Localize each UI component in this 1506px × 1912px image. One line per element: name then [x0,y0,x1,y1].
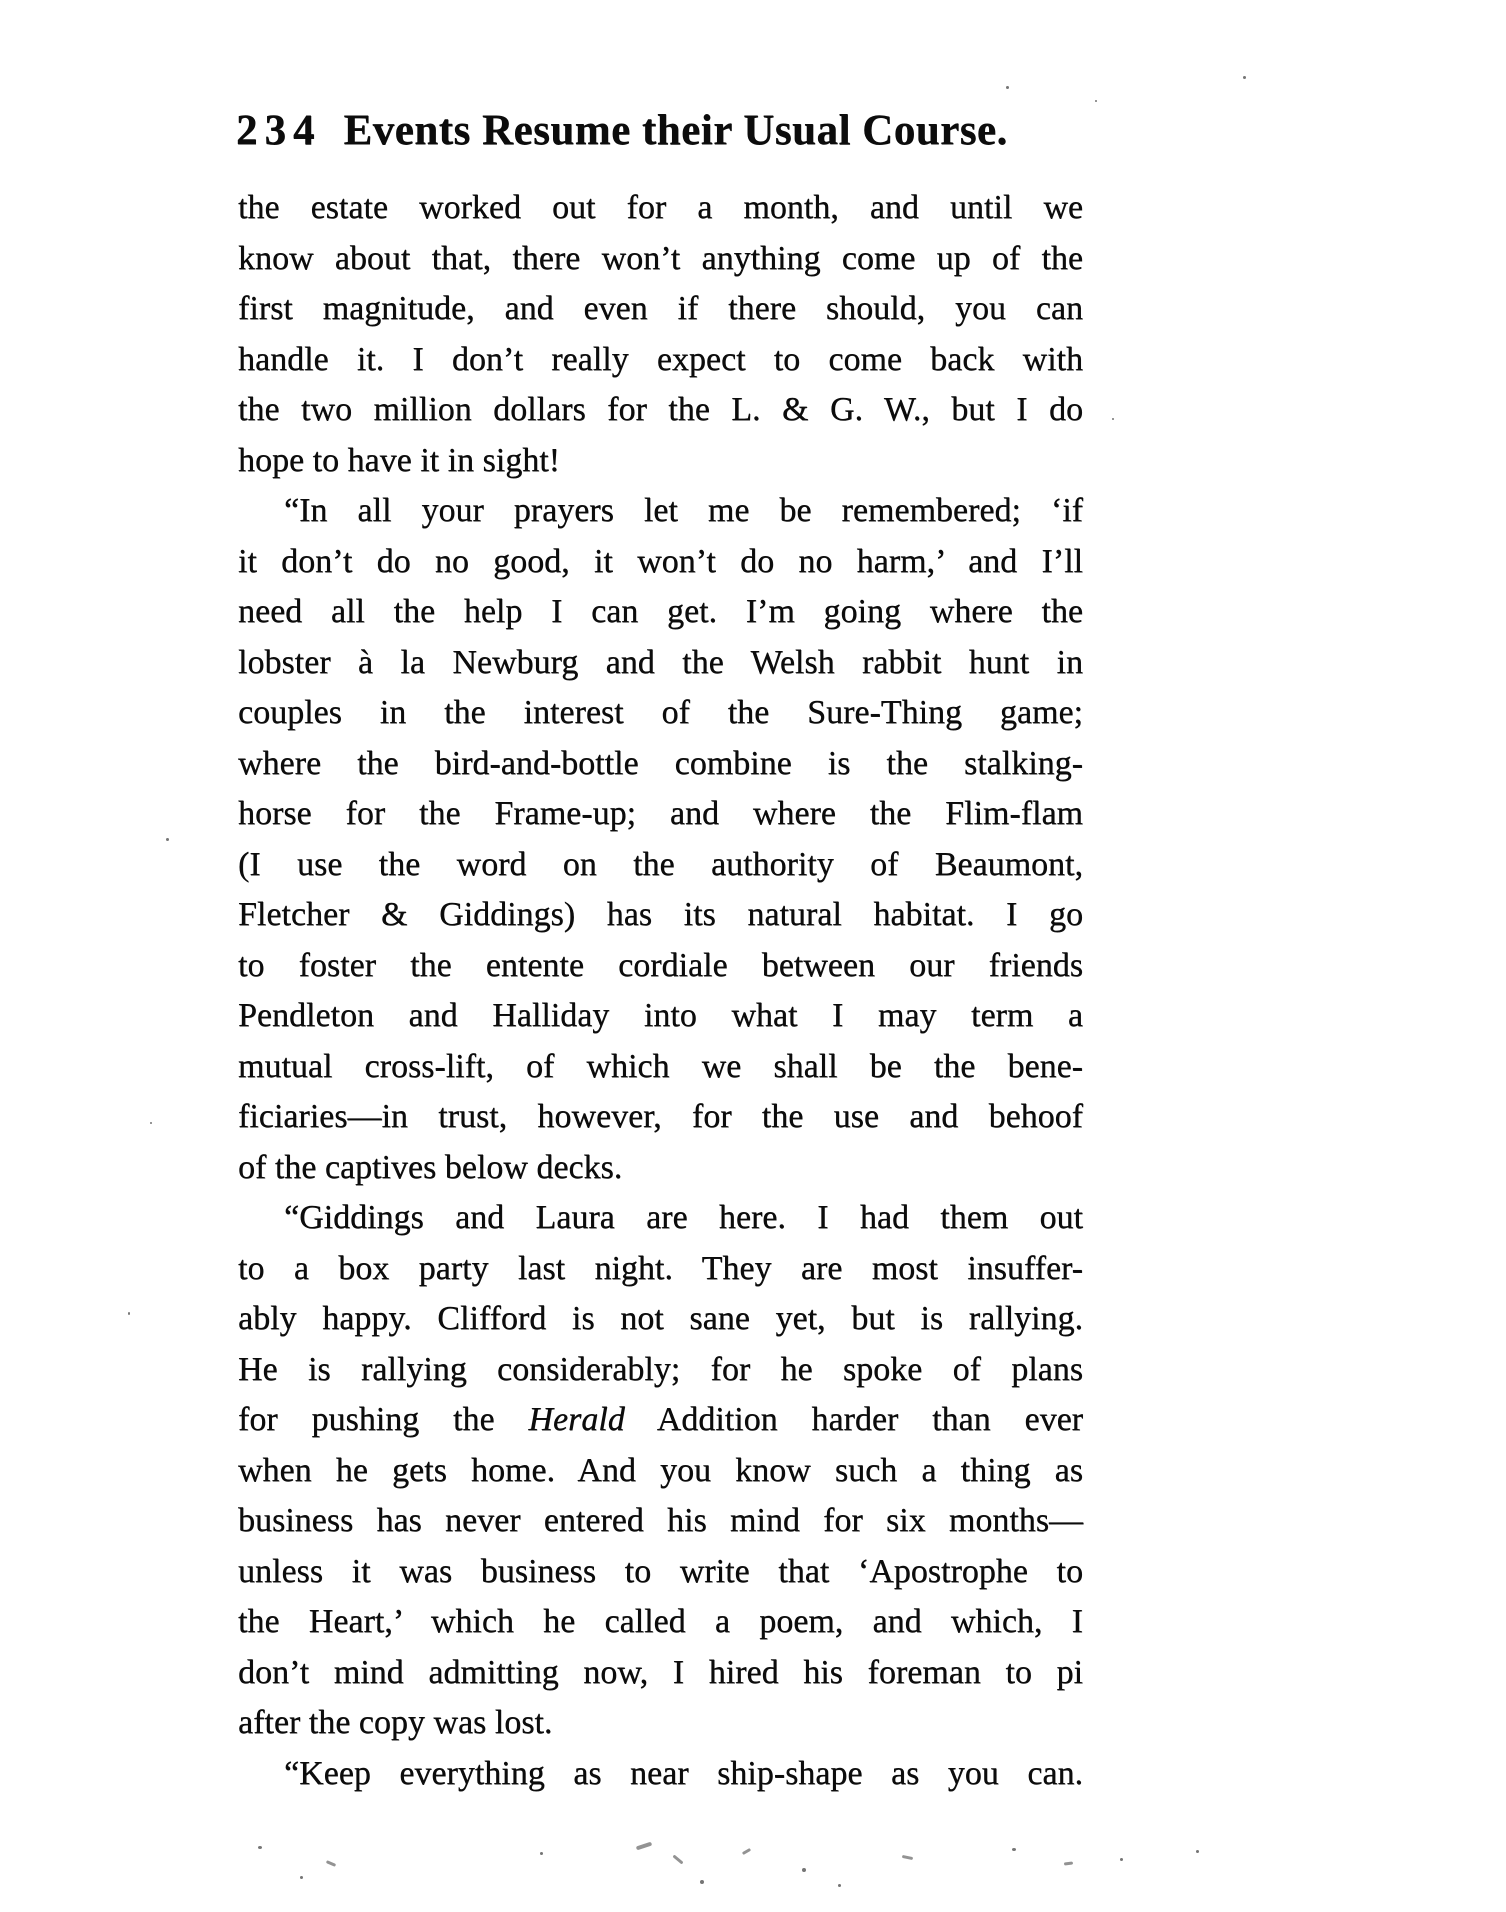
page-body [238,183,1083,1799]
page-header [236,106,1008,155]
scan-noise [326,1860,336,1867]
paragraph [238,1193,1083,1749]
paragraph [238,486,1083,1193]
scan-noise [1196,1850,1199,1853]
scan-noise [1112,418,1114,420]
scan-noise [1095,100,1097,102]
text-line: He is rallying considerably; for he spoke of plans [238,1350,1083,1388]
text-line: where the bird-and-bottle combine is the stalking- [238,744,1083,782]
text-line: need all the help I can get. I’m going where the [238,593,1083,630]
scan-noise [540,1852,543,1855]
text-line: the Heart,’ which he called a poem, and which, I [238,1603,1083,1640]
paragraph [238,183,1083,486]
text-line: (I use the word on the authority of Beaumont, [238,845,1083,883]
scan-noise [1064,1861,1073,1865]
text-line: don’t mind admitting now, I hired his foreman to pi [238,1653,1083,1691]
text-line: unless it was business to write that ‘Apostrophe to [238,1552,1083,1590]
text-line: Fletcher & Giddings) has its natural habitat. I go [238,896,1083,933]
text-line: ficiaries—in trust, however, for the use and behoof [238,1098,1083,1135]
text-line: couples in the interest of the Sure-Thing game; [238,694,1083,731]
scan-noise [1012,1848,1016,1851]
text-line: know about that, there won’t anything come up of the [238,239,1083,277]
scan-noise [700,1880,704,1884]
text-line: ably happy. Clifford is not sane yet, but is rallying. [238,1300,1083,1337]
text-line: to foster the entente cordiale between our friends [238,946,1083,984]
scan-noise [672,1854,683,1864]
text-line: lobster à la Newburg and the Welsh rabbit hunt in [238,643,1083,681]
text-line: business has never entered his mind for six months— [238,1502,1083,1539]
text-line: “Giddings and Laura are here. I had them out [284,1199,1083,1236]
scan-noise [128,1312,130,1315]
page-header-title: Events Resume their Usual Course. [343,107,1008,154]
scan-noise [802,1868,806,1872]
scan-noise [636,1842,652,1851]
text-line: of the captives below decks. [238,1148,623,1186]
text-line: to a box party last night. They are most insuffer- [238,1249,1083,1287]
scan-noise [150,1122,152,1124]
text-line: hope to have it in sight! [238,441,561,479]
text-line: horse for the Frame-up; and where the Flim-flam [238,795,1083,832]
scan-noise [258,1846,262,1849]
scan-noise [1120,1858,1123,1861]
scan-noise [1006,86,1009,89]
text-line: handle it. I don’t really expect to come back with [238,340,1083,378]
scan-noise [838,1884,841,1887]
text-line: for pushing the Herald Addition harder than ever [238,1401,1084,1438]
text-line: “In all your prayers let me be remembered; ‘if [284,492,1083,529]
text-line: after the copy was lost. [238,1704,553,1741]
paragraph [238,1749,1083,1800]
text-line: mutual cross-lift, of which we shall be the bene- [238,1047,1083,1085]
text-line: “Keep everything as near ship-shape as you can. [284,1754,1083,1792]
scan-noise [300,1876,303,1879]
scan-noise [742,1848,751,1855]
text-line: Pendleton and Halliday into what I may term a [238,997,1083,1034]
scan-noise [1243,76,1246,79]
scan-noise [166,838,169,841]
page-number: 234 [236,107,322,154]
text-line: the two million dollars for the L. & G. W., but I do [238,391,1083,428]
text-line: it don’t do no good, it won’t do no harm,’ and I’ll [238,542,1083,580]
text-line: when he gets home. And you know such a thing as [238,1451,1083,1489]
text-line: the estate worked out for a month, and until we [238,189,1083,226]
text-line: first magnitude, and even if there should, you can [238,290,1083,327]
scan-noise [902,1855,913,1860]
